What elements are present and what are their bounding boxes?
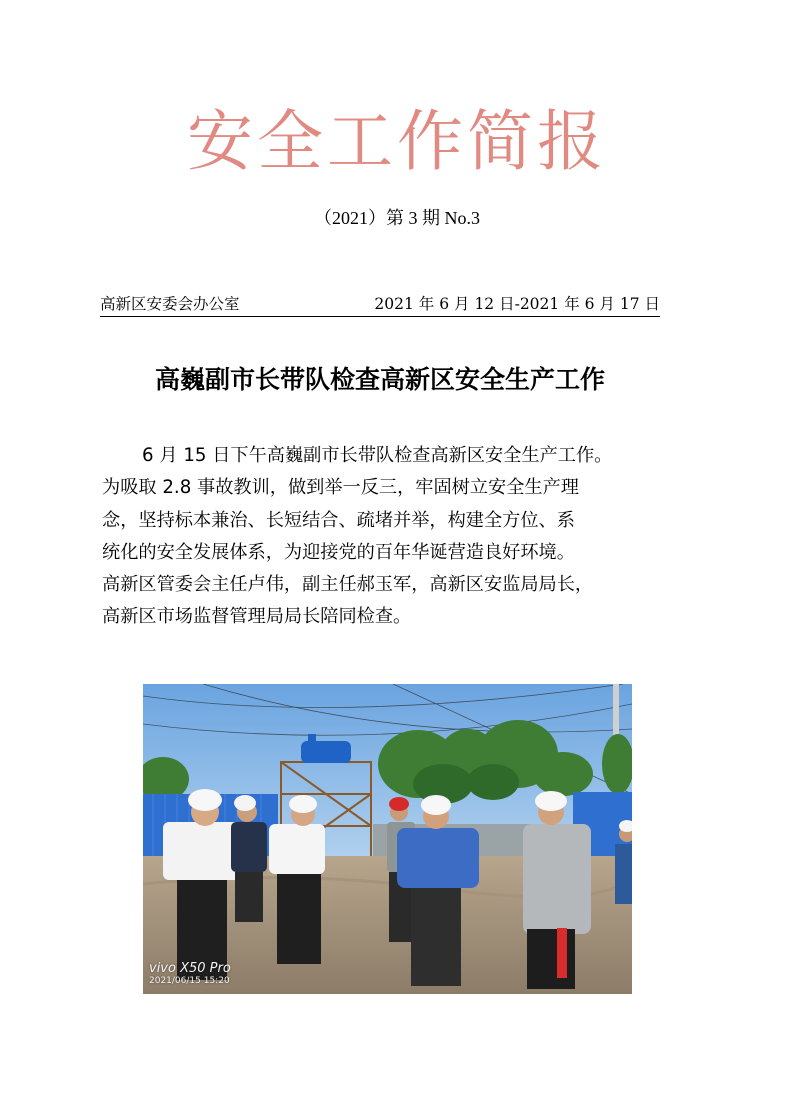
issuer-office: 高新区安委会办公室	[100, 295, 240, 313]
body-line: 统化的安全发展体系，为迎接党的百年华诞营造良好环境。	[102, 541, 575, 563]
issue-number: （2021）第 3 期 No.3	[314, 208, 480, 228]
watermark-timestamp: 2021/06/15 15:20	[149, 976, 230, 986]
issuer-date-line	[100, 292, 660, 317]
inspection-photo	[143, 684, 632, 994]
body-line: 高新区管委会主任卢伟，副主任郝玉军，高新区安监局局长，	[102, 574, 594, 596]
article-headline: 高巍副市长带队检查高新区安全生产工作	[154, 365, 605, 394]
masthead-title: 安全工作简报	[187, 103, 607, 180]
inspection-photo-illustration	[143, 684, 632, 994]
article-body	[102, 440, 682, 634]
body-line: 高新区市场监督管理局局长陪同检查。	[102, 606, 412, 628]
body-line: 念，坚持标本兼治、长短结合、疏堵并举，构建全方位、系	[102, 509, 575, 531]
body-line: 6 月 15 日下午高巍副市长带队检查高新区安全生产工作。	[142, 445, 613, 466]
watermark-brand: vivo X50 Pro	[149, 961, 231, 976]
date-range: 2021 年 6 月 12 日-2021 年 6 月 17 日	[374, 295, 660, 313]
body-line: 为吸取 2.8 事故教训，做到举一反三，牢固树立安全生产理	[102, 477, 579, 499]
camera-watermark	[149, 962, 231, 987]
